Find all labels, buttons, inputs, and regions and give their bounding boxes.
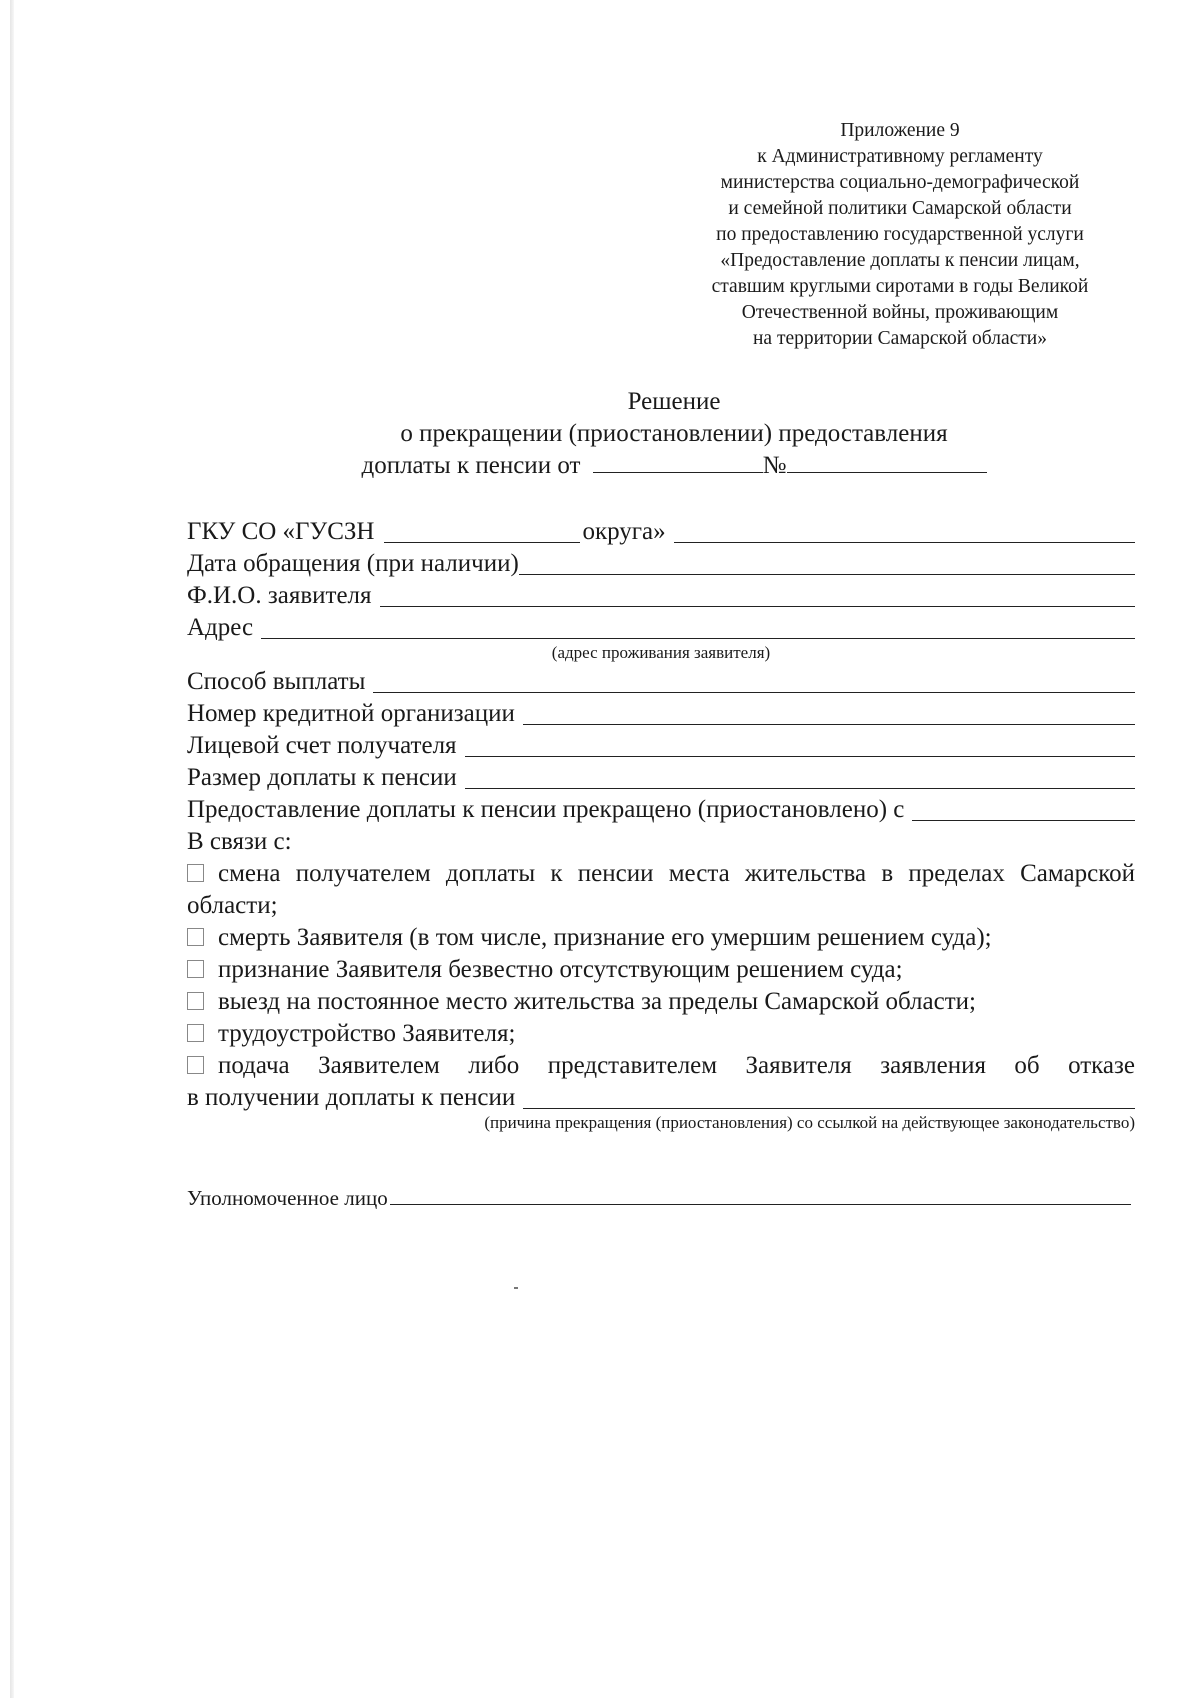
reason-detail-field[interactable]	[523, 1086, 1135, 1109]
agency-name-field[interactable]	[384, 520, 580, 543]
address-row	[187, 612, 1135, 644]
reason-option-label: смерть Заявителя (в том числе, признание его умершим решением суда);	[218, 924, 992, 951]
scan-speck	[514, 1287, 518, 1289]
title-date-label: доплаты к пенсии от	[361, 452, 581, 479]
full-name-label: Ф.И.О. заявителя	[187, 582, 372, 609]
reason-option-label: выезд на постоянное место жительства за пределы Самарской области;	[218, 988, 976, 1015]
payment-method-field[interactable]	[373, 670, 1135, 693]
reason-option-label: смена получателем доплаты к пенсии места жительства в пределах Самарской области;	[187, 860, 1135, 919]
stopped-since-label: Предоставление доплаты к пенсии прекращено (приостановлено) с	[187, 796, 905, 823]
request-date-row	[187, 548, 1135, 580]
appendix-line: ставшим круглыми сиротами в годы Великой	[711, 276, 1089, 297]
request-date-field[interactable]	[519, 552, 1135, 575]
reason-option	[187, 986, 1135, 1018]
credit-org-row	[187, 698, 1135, 730]
reason-option-label: признание Заявителя безвестно отсутствующим решением суда;	[218, 956, 903, 983]
credit-org-field[interactable]	[523, 702, 1135, 725]
reason-intro-label: В связи с:	[187, 828, 292, 855]
request-date-label: Дата обращения (при наличии)	[187, 550, 519, 577]
stopped-since-field[interactable]	[912, 798, 1135, 821]
reason-option	[187, 1018, 1135, 1050]
reason-option	[187, 922, 1135, 954]
address-field[interactable]	[261, 616, 1135, 639]
checkbox[interactable]	[187, 928, 204, 946]
number-sign: №	[762, 452, 787, 479]
reason-option-label: трудоустройство Заявителя;	[218, 1020, 516, 1047]
document-title	[190, 386, 1158, 482]
reason-option	[187, 954, 1135, 986]
reason-option	[187, 1050, 1135, 1082]
agency-row	[187, 516, 1135, 548]
appendix-line: по предоставлению государственной услуги	[716, 224, 1084, 245]
title-line-date-number	[190, 450, 1158, 482]
appendix-line: к Административному регламенту	[757, 146, 1043, 167]
account-label: Лицевой счет получателя	[187, 732, 457, 759]
reason-option	[187, 858, 1135, 922]
signature-field[interactable]	[390, 1186, 1131, 1205]
checkbox[interactable]	[187, 1024, 204, 1042]
amount-row	[187, 762, 1135, 794]
appendix-line: и семейной политики Самарской области	[728, 198, 1072, 219]
address-hint: (адрес проживания заявителя)	[551, 643, 771, 662]
decision-date-field[interactable]	[593, 450, 763, 473]
stopped-since-row	[187, 794, 1135, 826]
agency-label: ГКУ СО «ГУСЗН	[187, 518, 375, 545]
checkbox[interactable]	[187, 1056, 204, 1074]
reason-refusal-row	[187, 1082, 1135, 1114]
decision-number-field[interactable]	[787, 450, 987, 473]
payment-method-label: Способ выплаты	[187, 668, 366, 695]
account-row	[187, 730, 1135, 762]
checkbox[interactable]	[187, 992, 204, 1010]
appendix-line: Приложение 9	[840, 120, 960, 141]
appendix-line: на территории Самарской области»	[753, 328, 1047, 349]
address-label: Адрес	[187, 614, 254, 641]
payment-method-row	[187, 666, 1135, 698]
credit-org-label: Номер кредитной организации	[187, 700, 515, 727]
appendix-line: «Предоставление доплаты к пенсии лицам,	[720, 250, 1080, 271]
account-field[interactable]	[465, 734, 1135, 757]
reason-hint: (причина прекращения (приостановления) со ссылкой на действующее законодательство)	[484, 1113, 1135, 1132]
title-line: Решение	[627, 388, 721, 415]
agency-district-field[interactable]	[674, 520, 1135, 543]
checkbox[interactable]	[187, 960, 204, 978]
amount-label: Размер доплаты к пенсии	[187, 764, 457, 791]
appendix-line: Отечественной войны, проживающим	[741, 302, 1059, 323]
appendix-line: министерства социально-демографической	[720, 172, 1080, 193]
checkbox[interactable]	[187, 864, 204, 882]
agency-district-label: округа»	[582, 518, 666, 545]
amount-field[interactable]	[465, 766, 1135, 789]
reason-refusal-label: в получении доплаты к пенсии	[187, 1084, 516, 1111]
appendix-header	[640, 118, 1160, 352]
signature-label: Уполномоченное лицо	[187, 1186, 388, 1210]
decision-form	[187, 516, 1135, 1136]
reason-option-label: подача Заявителем либо представителем Заявителя заявления об отказе	[218, 1052, 1135, 1079]
full-name-field[interactable]	[380, 584, 1135, 607]
signature-row	[187, 1186, 1131, 1211]
full-name-row	[187, 580, 1135, 612]
title-line: о прекращении (приостановлении) предоставления	[400, 420, 948, 447]
reason-intro-row	[187, 826, 1135, 858]
